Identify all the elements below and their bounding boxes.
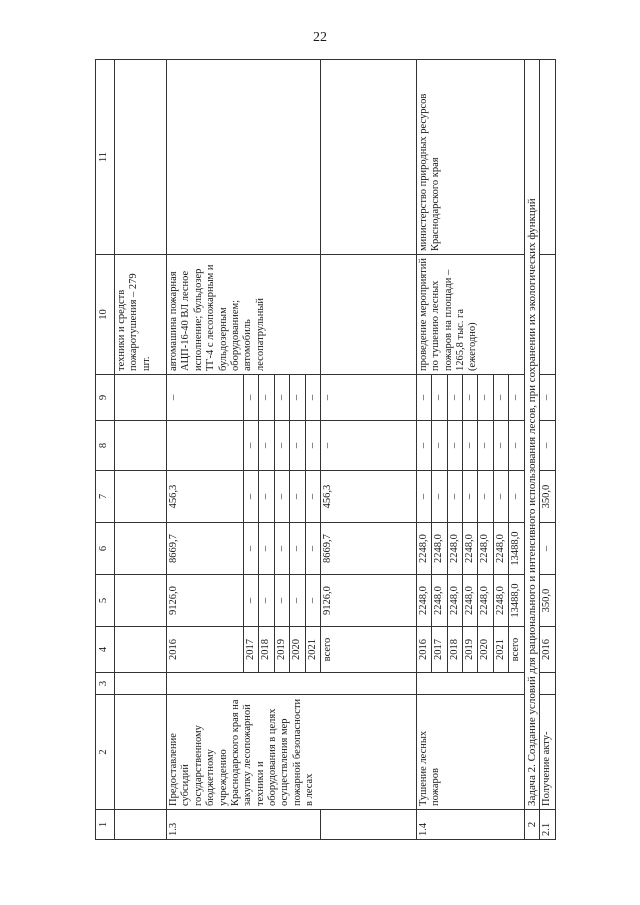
value-cell: – <box>540 523 555 575</box>
value-cell: – <box>274 375 289 421</box>
value-cell: 2248,0 <box>478 523 493 575</box>
event-executor: министерство природных ресурсов Краснодарского края <box>416 60 524 255</box>
value-cell: – <box>290 421 305 471</box>
value-cell: – <box>432 375 447 421</box>
value-cell: – <box>290 575 305 627</box>
col-num-10: 10 <box>96 255 115 375</box>
rotated-table-content <box>95 60 625 840</box>
value-cell: – <box>305 375 320 421</box>
value-cell: 13488,0 <box>509 575 524 627</box>
value-cell: 2248,0 <box>463 575 478 627</box>
col-num-3: 3 <box>96 673 115 695</box>
year-cell: 2017 <box>432 627 447 673</box>
col-num-1: 1 <box>96 810 115 840</box>
value-cell: 13488,0 <box>509 523 524 575</box>
value-cell: – <box>259 523 274 575</box>
value-cell: – <box>447 375 462 421</box>
program-table <box>95 59 556 840</box>
value-cell: – <box>416 421 431 471</box>
table-row <box>167 60 244 840</box>
row-number: 1.3 <box>167 810 321 840</box>
value-cell: – <box>290 471 305 523</box>
year-cell: 2016 <box>167 627 244 673</box>
rotated-table-frame <box>95 60 625 840</box>
value-cell: 2248,0 <box>416 523 431 575</box>
col-num-7: 7 <box>96 471 115 523</box>
task-row <box>524 60 540 840</box>
col-num-6: 6 <box>96 523 115 575</box>
value-cell: – <box>463 375 478 421</box>
value-cell: – <box>493 375 508 421</box>
value-cell: – <box>305 575 320 627</box>
column-number-row <box>96 60 115 840</box>
value-cell: – <box>478 421 493 471</box>
value-cell: – <box>274 471 289 523</box>
value-cell: – <box>305 523 320 575</box>
table-row <box>540 60 555 840</box>
value-cell: 2248,0 <box>432 575 447 627</box>
value-cell: 9126,0 <box>320 575 416 627</box>
value-cell: 2248,0 <box>447 523 462 575</box>
year-cell: всего <box>320 627 416 673</box>
value-cell: 2248,0 <box>416 575 431 627</box>
value-cell: – <box>416 471 431 523</box>
value-cell: – <box>259 421 274 471</box>
year-cell: 2017 <box>244 627 259 673</box>
value-cell: – <box>259 471 274 523</box>
page-number: 22 <box>313 30 327 45</box>
value-cell: – <box>447 471 462 523</box>
value-cell: – <box>305 471 320 523</box>
value-cell: – <box>167 375 244 421</box>
col-num-5: 5 <box>96 575 115 627</box>
value-cell: – <box>320 375 416 421</box>
col-num-9: 9 <box>96 375 115 421</box>
row-number: 2.1 <box>540 810 555 840</box>
value-cell: – <box>509 421 524 471</box>
value-cell: 2248,0 <box>432 523 447 575</box>
value-cell: – <box>274 523 289 575</box>
value-cell: 456,3 <box>320 471 416 523</box>
event-result: автомашина пожарная АЦП-16-40 ВЛ лесное исполнение; бульдозер ТГ-4 с лесопожарным и бульдозерным оборудованием; автомобиль лесопатрульный <box>167 255 321 375</box>
value-cell: 2248,0 <box>447 575 462 627</box>
event-name: Получение акту- <box>540 695 555 810</box>
value-cell: – <box>432 421 447 471</box>
year-cell: 2016 <box>540 627 555 673</box>
task-number: 2 <box>524 810 540 840</box>
value-cell: – <box>540 421 555 471</box>
value-cell: – <box>493 471 508 523</box>
year-cell: 2019 <box>463 627 478 673</box>
table-row <box>416 60 431 840</box>
value-cell: – <box>432 471 447 523</box>
year-cell: 2020 <box>478 627 493 673</box>
row-number: 1.4 <box>416 810 524 840</box>
value-cell: – <box>478 471 493 523</box>
value-cell: – <box>290 523 305 575</box>
value-cell: 2248,0 <box>493 523 508 575</box>
value-cell: 8669,7 <box>167 523 244 575</box>
value-cell: – <box>259 575 274 627</box>
value-cell: – <box>244 523 259 575</box>
col-num-4: 4 <box>96 627 115 673</box>
value-cell: – <box>493 421 508 471</box>
task-title: Задача 2. Создание условий для рационального и интенсивного использования лесов, при сохранении их экологических функций <box>524 60 540 810</box>
event-name: Предоставление субсидий государственному бюджетному учреждению Краснодарского края на закупку лесопожарной техники и оборудования в целях осуществления мер пожарной безопасности в лесах <box>167 695 417 810</box>
continuation-row <box>115 60 167 840</box>
value-cell: – <box>274 421 289 471</box>
value-cell: – <box>290 375 305 421</box>
value-cell: – <box>540 375 555 421</box>
value-cell: – <box>244 471 259 523</box>
value-cell: – <box>463 421 478 471</box>
year-cell: 2021 <box>493 627 508 673</box>
continuation-result: техники и средств пожаротушения – 279 шт. <box>115 255 167 375</box>
value-cell: – <box>274 575 289 627</box>
value-cell: – <box>244 375 259 421</box>
value-cell: – <box>478 375 493 421</box>
value-cell: 2248,0 <box>463 523 478 575</box>
value-cell: 9126,0 <box>167 575 244 627</box>
value-cell: – <box>259 375 274 421</box>
col-num-11: 11 <box>96 60 115 255</box>
year-cell: 2016 <box>416 627 431 673</box>
year-cell: 2019 <box>274 627 289 673</box>
value-cell: 456,3 <box>167 471 244 523</box>
col-num-2: 2 <box>96 695 115 810</box>
value-cell: – <box>463 471 478 523</box>
value-cell: – <box>509 471 524 523</box>
value-cell <box>167 421 244 471</box>
value-cell: 2248,0 <box>493 575 508 627</box>
value-cell: 8669,7 <box>320 523 416 575</box>
value-cell: – <box>244 421 259 471</box>
value-cell: 350,0 <box>540 471 555 523</box>
value-cell: – <box>305 421 320 471</box>
year-cell: 2018 <box>447 627 462 673</box>
year-cell: всего <box>509 627 524 673</box>
year-cell: 2021 <box>305 627 320 673</box>
col-num-8: 8 <box>96 421 115 471</box>
year-cell: 2020 <box>290 627 305 673</box>
value-cell: – <box>320 421 416 471</box>
value-cell: 350,0 <box>540 575 555 627</box>
value-cell: – <box>447 421 462 471</box>
value-cell: 2248,0 <box>478 575 493 627</box>
value-cell: – <box>244 575 259 627</box>
value-cell: – <box>416 375 431 421</box>
year-cell: 2018 <box>259 627 274 673</box>
value-cell: – <box>509 375 524 421</box>
event-name: Тушение лесных пожаров <box>416 695 524 810</box>
event-result: проведение мероприятий по тушению лесных пожаров на площади – 1265,8 тыс. га (ежегодно) <box>416 255 524 375</box>
